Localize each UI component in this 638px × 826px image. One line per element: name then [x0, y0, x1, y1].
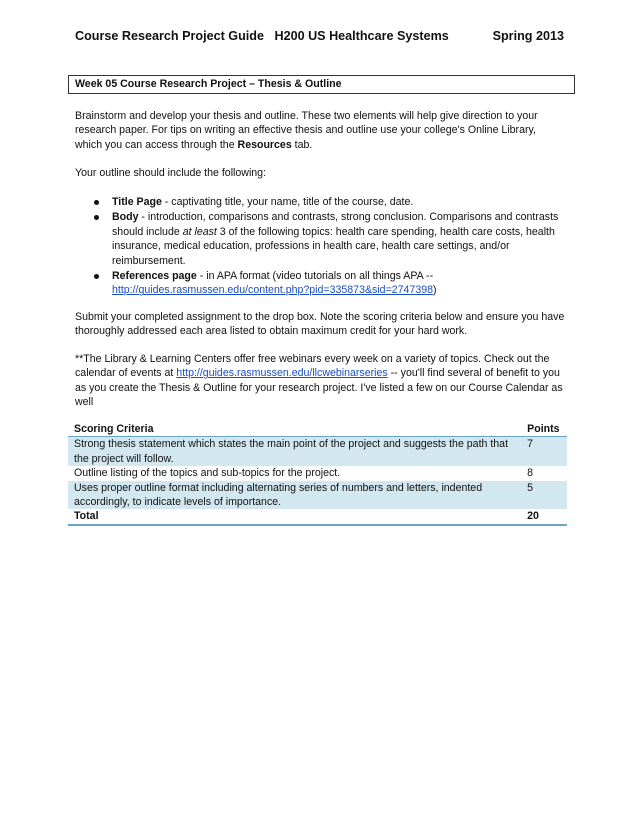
bullet-body: [94, 210, 566, 268]
bullet-dot-icon: [94, 200, 99, 205]
table-row: [68, 437, 567, 466]
submit-paragraph: Submit your completed assignment to the drop box. Note the scoring criteria below and ensure you have thoroughly addressed each area listed to obtain maximum credit for your hard work.: [75, 311, 565, 338]
outline-bullet-list: [94, 195, 566, 299]
criteria-cell: Uses proper outline format including alternating series of numbers and letters, indented accordingly, to indicate levels of importance.: [74, 481, 483, 509]
library-text-after: -- you'll find several of benefit to you as you create the Thesis & Outline for your research project. I've listed a few on our Course Calendar as well: [75, 367, 563, 409]
table-header-row: [68, 421, 567, 437]
webinar-series-link[interactable]: http://guides.rasmussen.edu/llcwebinarseries: [176, 367, 388, 380]
bullet-emphasis: at least: [182, 225, 217, 238]
bullet-title: References page: [112, 270, 197, 283]
header-term: Spring 2013: [492, 29, 564, 43]
table-row: [68, 466, 567, 480]
page-header: [75, 29, 564, 43]
outline-lead-text: Your outline should include the following:: [75, 167, 267, 179]
bullet-dot-icon: [94, 274, 99, 279]
bullet-dot-icon: [94, 215, 99, 220]
points-cell: 7: [527, 438, 534, 451]
header-points: Points: [527, 423, 560, 435]
bullet-text: - captivating title, your name, title of the course, date.: [161, 196, 414, 208]
week-title-box: Week 05 Course Research Project – Thesis & Outline: [68, 75, 575, 94]
resources-label: Resources: [237, 138, 292, 151]
bullet-title-page: [94, 195, 566, 209]
bullet-references: [94, 269, 566, 298]
table-row: [68, 481, 567, 510]
bullet-text-after: 3 of the following topics: health care spending, health care costs, health insurance, medical education, professions in health care, health care settings, and/or reimbursement.: [112, 225, 555, 267]
points-cell: 8: [527, 467, 534, 480]
total-points: 20: [527, 510, 539, 523]
criteria-cell: Strong thesis statement which states the main point of the project and suggests the path that the project will follow.: [74, 438, 509, 465]
total-label: Total: [74, 510, 99, 523]
bullet-text: - in APA format (video tutorials on all things APA --: [196, 270, 434, 283]
intro-paragraph: [75, 109, 565, 152]
intro-text-before: Brainstorm and develop your thesis and outline. These two elements will help give direction to your research paper. For tips on writing an effective thesis and outline use your college's Online Library, which you can access through the: [75, 110, 538, 151]
bullet-title: Body: [112, 211, 139, 224]
criteria-cell: Outline listing of the topics and sub-topics for the project.: [74, 467, 341, 480]
apa-tutorial-link[interactable]: http://guides.rasmussen.edu/content.php?pid=335873&sid=2747398: [112, 284, 434, 297]
header-criteria: Scoring Criteria: [74, 423, 154, 435]
bullet-text-after: ): [433, 284, 437, 297]
bullet-title: Title Page: [112, 196, 162, 208]
library-text-before: **The Library & Learning Centers offer free webinars every week on a variety of topics. Check out the calendar of events at: [75, 353, 550, 380]
bullet-text: - introduction, comparisons and contrasts, strong conclusion. Comparisons and contrasts should include: [112, 211, 559, 238]
intro-text-after: tab.: [291, 138, 313, 151]
table-total-row: [68, 509, 567, 525]
scoring-table: [68, 421, 567, 526]
header-course-title: Course Research Project Guide H200 US Healthcare Systems: [75, 29, 449, 43]
points-cell: 5: [527, 481, 534, 494]
library-paragraph: [75, 352, 565, 410]
